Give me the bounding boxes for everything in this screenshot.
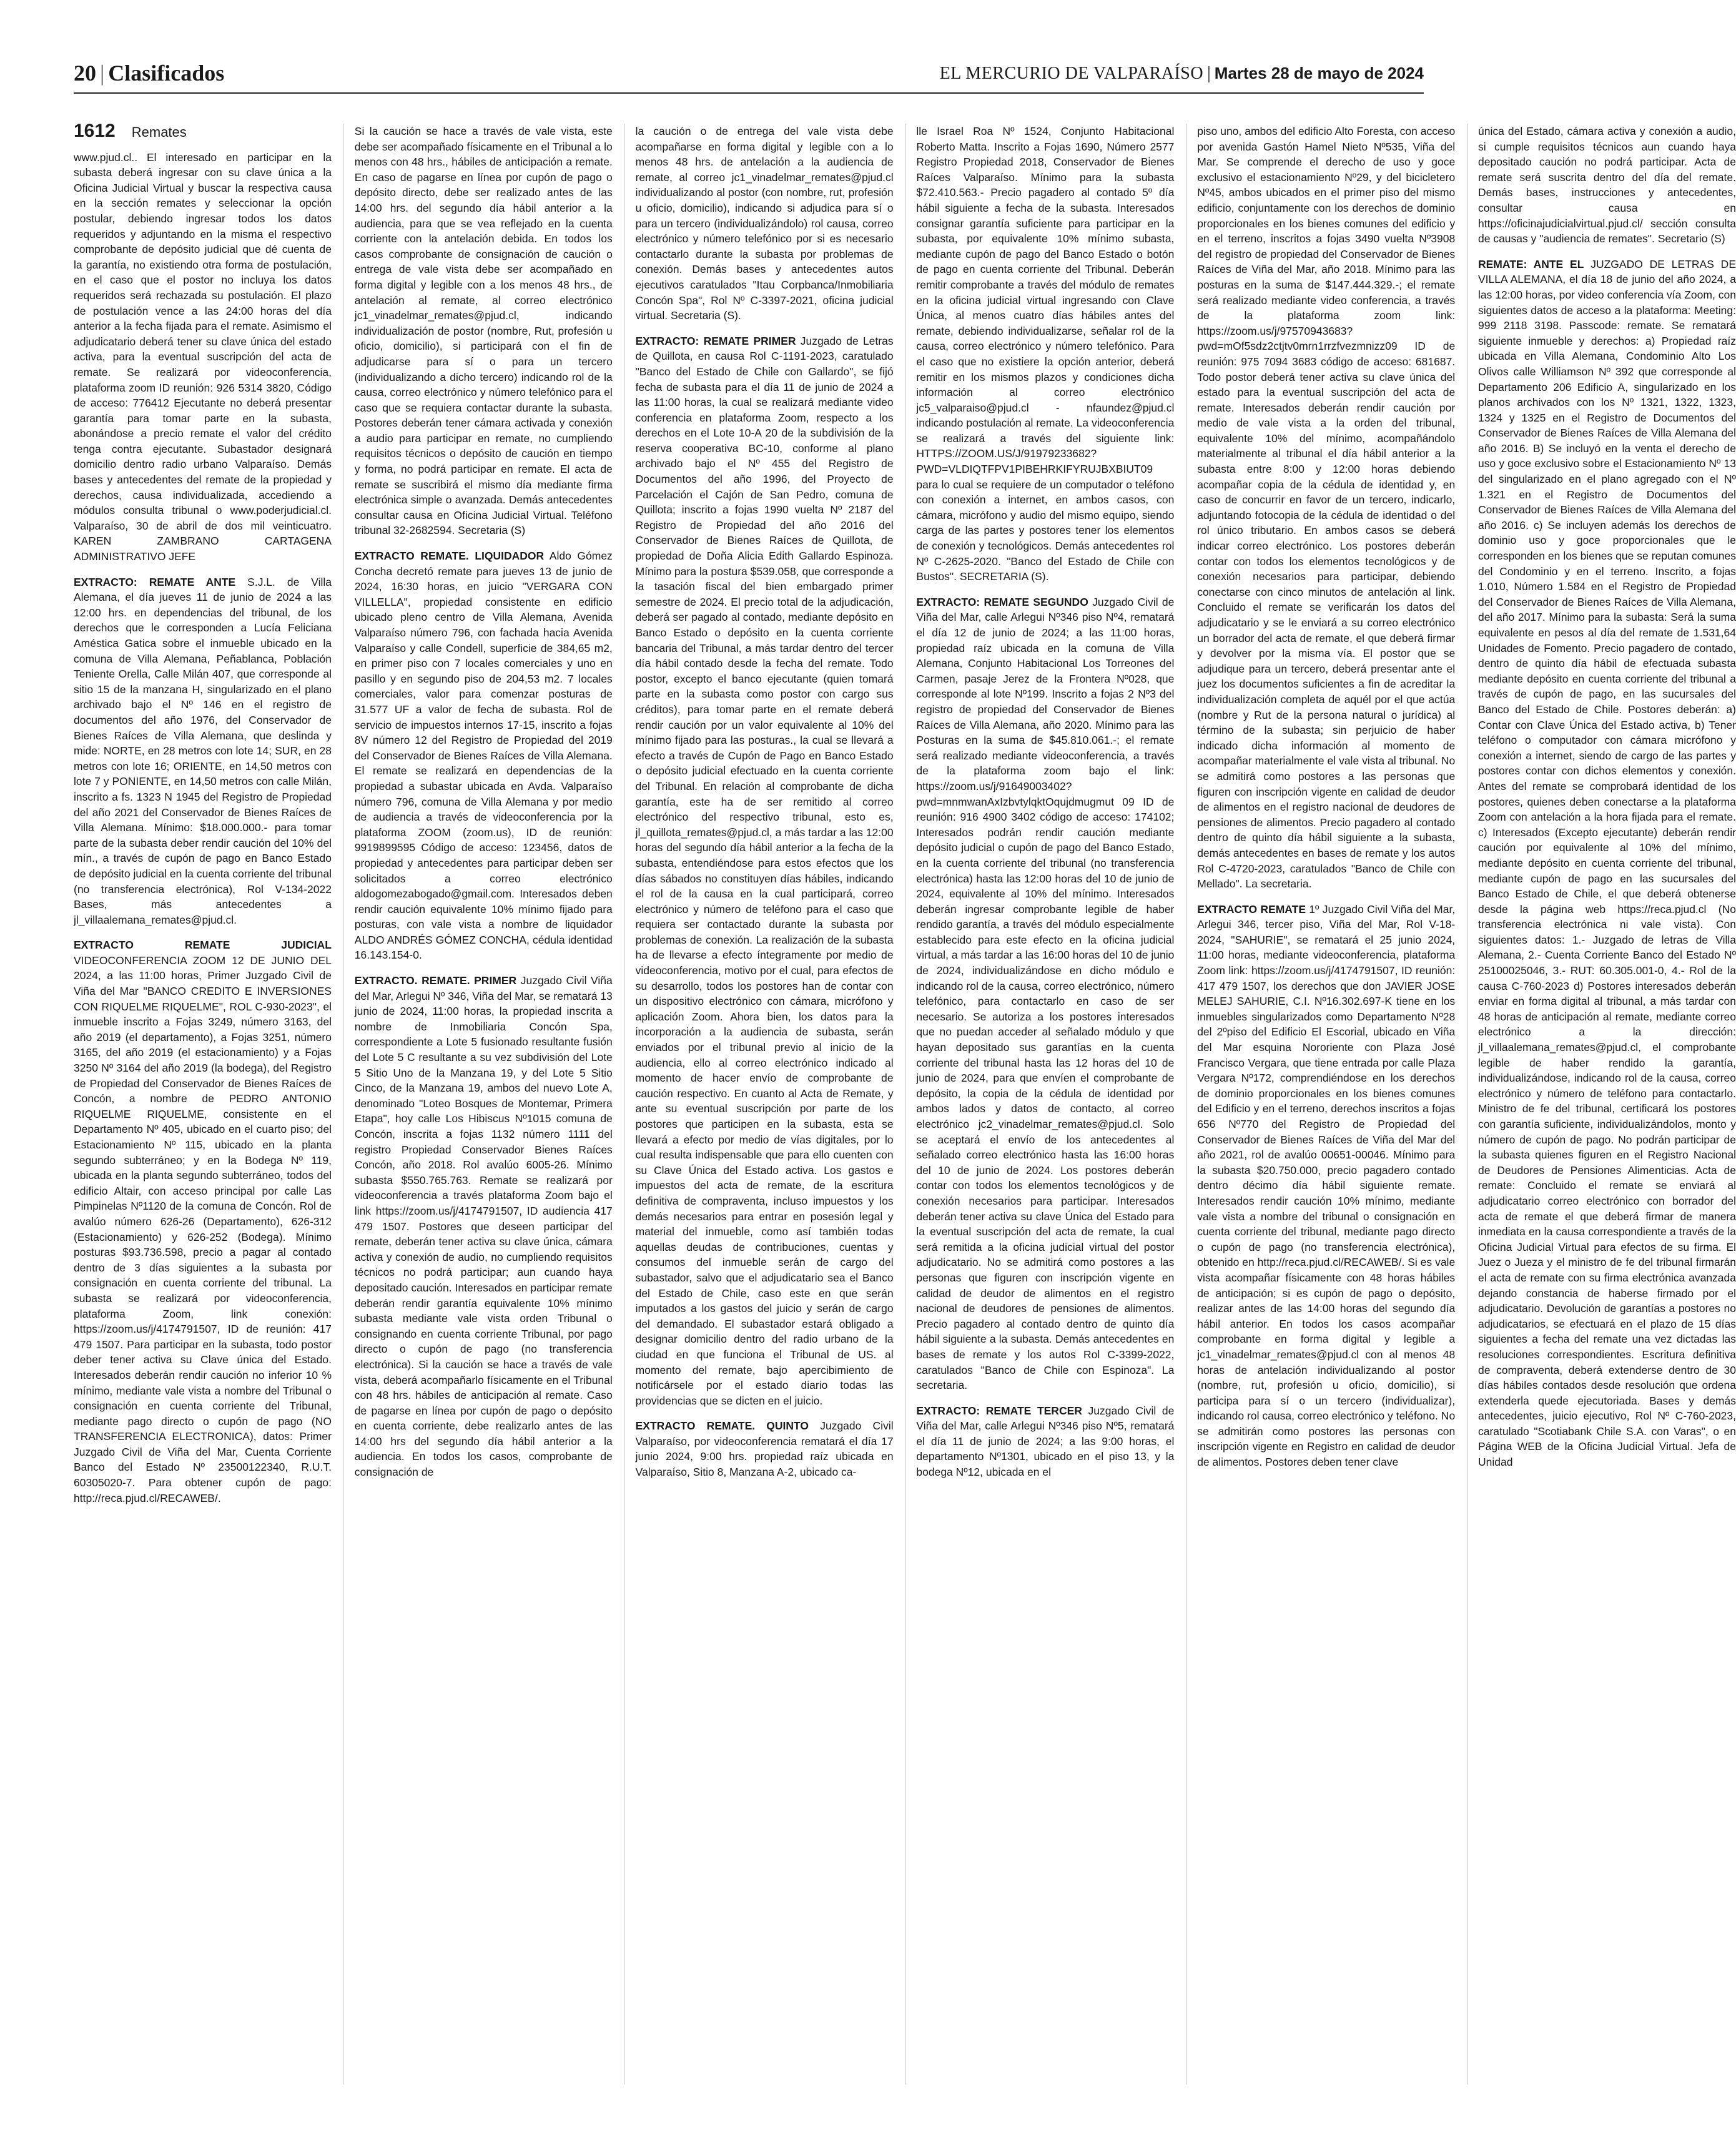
notice: [636, 124, 894, 323]
column-6: [1478, 124, 1736, 2085]
notice: [916, 124, 1174, 585]
notice: [74, 937, 332, 1506]
notice: [1197, 902, 1455, 1470]
notice-body: S.J.L. de Villa Alemana, el día jueves 11 de junio de 2024 a las 12:00 hrs. en dependencias del tribunal, de los derechos que le corresponden a Lucía Feliciana Améstica Gatica sobre el inmueble ubicado en la comuna de Villa Alemana, Peñablanca, Población Teniente Orella, Calle Milán 407, que corresponde al sitio 15 de la manzana H, singularizado en el plano archivado bajo el Nº 146 en el registro de documentos del año 1976, del Conservador de Bienes Raíces de Villa Alemana, que deslinda y mide: NORTE, en 28 metros con lote 14; SUR, en 28 metros con lote 16; ORIENTE, en 14,50 metros con lote 7 y PONIENTE, en 14,50 metros con calle Milán, inscrito a fs. 1323 N 1945 del Registro de Propiedad del año 2021 del Conservador de Bienes Raíces de Villa Alemana. Mínimo: $18.000.000.- para tomar parte de la subasta deber rendir caución del 10% del mín., a través de cupón de pago en Banco Estado de depósito judicial en la cuenta corriente del tribunal (no transferencia electrónica), Rol V-134-2022 Bases, más antecedentes a jl_villaalemana_remates@pjud.cl.: [74, 575, 332, 926]
newspaper-name: EL MERCURIO DE VALPARAÍSO: [939, 64, 1204, 83]
notice-title: EXTRACTO: REMATE SEGUNDO: [916, 595, 1088, 608]
column-1: [74, 121, 332, 2085]
notice-body: Juzgado Civil Viña del Mar, Arlegui Nº 346, Viña del Mar, se rematará 13 junio de 2024, 11:00 horas, la propiedad inscrita a nombre de Inmobiliaria Concón Spa, correspondiente a Lote 5 fusionado resultante fusión del Lote 5 C resultante a su vez subdivisión del Lote 5 Sitio Uno de la Manzana 19, y del Lote 5 Sitio Cinco, de la Manzana 19, ambos del nuevo Lote A, denominado "Loteo Bosques de Montemar, Primera Etapa", hoy calle Los Hibiscus Nº1015 comuna de Concón, inscrita a fojas 1132 número 1111 del registro Propiedad Conservador Bienes Raíces Concón, año 2018. Rol avalúo 6005-26. Mínimo subasta $550.765.763. Remate se realizará por videoconferencia a través plataforma Zoom bajo el link https://zoom.us/j/4174791507, ID audiencia 417 479 1507. Postores que deseen participar del remate, deberán tener activa su clave única, cámara activa y conexión de audio, no cumpliendo requisitos técnicos no podrá participar; aun cuando haya depositado caución. Interesados en participar remate deberán rendir garantía equivalente 10% mínimo subasta mediante vale vista orden Tribunal o consignando en cuenta corriente Tribunal, por pago directo o cupón de pago (no transferencia electrónica). Si la caución se hace a través de vale vista, deberá acompañarlo físicamente en el Tribunal con 48 hrs. hábiles de anticipación al remate. Caso de pagarse en línea por cupón de pago o depósito en cuenta corriente, debe realizarlo antes de las 14:00 hrs del segundo día hábil anterior a la audiencia. En todos los casos, comprobante de consignación de: [354, 974, 613, 1479]
notice-body: JUZGADO DE LETRAS DE VILLA ALEMANA, el día 18 de junio del año 2024, a las 12:00 horas, por video conferencia vía Zoom, con siguientes datos de acceso a la plataforma: Meeting: 999 2118 3198. Passcode: remate. Se rematará siguiente inmueble y derechos: a) Propiedad raíz ubicada en Villa Alemana, Condominio Alto Los Olivos calle Williamson Nº 392 que corresponde al Departamento 206 Edificio A, singularizado en los planos archivados con los Nº 1321, 1322, 1323, 1324 y 1325 en el Registro de Documentos del Conservador de Bienes Raíces de Villa Alemana del año 2016. B) Se incluyó en la venta el derecho de uso y goce exclusivo sobre el Estacionamiento Nº 13 del singularizado en el plano agregado con el Nº 1.321 en el Registro de Documentos del Conservador de Bienes Raíces de Villa Alemana del año 2016. c) Se incluyen además los derechos de dominio uso y goce proporcionales que le corresponden en los bienes que se reputan comunes del Condominio y en el terreno. Inscrito, a fojas 1.010, Número 1.584 en el Registro de Propiedad del Conservador de Bienes Raíces de Villa Alemana, del año 2017. Mínimo para la subasta: Será la suma equivalente en pesos al día del remate de 1.531,64 Unidades de Fomento. Precio pagadero de contado, dentro de quinto día hábil de efectuada subasta mediante depósito en cuenta corriente del tribunal a través de cupón de pago, en las sucursales del Banco del Estado de Chile. Postores deberán: a) Contar con Clave Única del Estado activa, b) Tener teléfono o computador con cámara micrófono y conexión a internet, siendo de cargo de las partes y postores contar con dichos elementos y conexión. Antes del remate se comprobará identidad de los postores, quienes deben conectarse a la plataforma Zoom con antelación a la hora fijada para el remate. c) Interesados (Excepto ejecutante) deberán rendir caución por equivalente al 10% del mínimo, mediante depósito en cuenta corriente del tribunal, mediante cupón de pago en las sucursales del Banco Estado de Chile, el que deberá obtenerse desde la página web https://reca.pjud.cl (No transferencia electrónica ni vale vista). Con siguientes datos: 1.- Juzgado de letras de Villa Alemana, 2.- Cuenta Corriente Banco del Estado Nº 25100025046, 3.- RUT: 60.305.001-0, 4.- Rol de la causa C-760-2023 d) Postores interesados deberán enviar en forma digital al tribunal, a más tardar con 48 horas de anticipación al remate, mediante correo electrónico a la dirección: jl_villaalemana_remates@pjud.cl, el comprobante legible de haber rendido la garantía, individualizándose, indicando rol de la causa, correo electrónico y número de teléfono para contactarlo. Ministro de fe del tribunal, certificará los postores con garantía suficiente, individualizándolos, monto y número de cupón de pago. No podrán participar de la subasta quienes figuren en el Registro Nacional de Deudores de Pensiones Alimenticias. Acta de remate: Concluido el remate se enviará al adjudicatario correo electrónico con borrador del acta de remate el que deberá firmar de manera inmediata en la causa correspondiente a través de la Oficina Judicial Virtual para efectos de su firma. El Juez o Jueza y el ministro de fe del tribunal firmarán el acta de remate con su firma electrónica avanzada dejando constancia de haberse firmado por el adjudicatario. Devolución de garantías a postores no adjudicatarios, se efectuará en el plazo de 15 días siguientes a fecha del remate una vez dictadas las resoluciones correspondientes. Escritura definitiva de compraventa, deberá extenderse dentro de 30 días hábiles contados desde resolución que ordena extenderla quede ejecutoriada. Bases y demás antecedentes, juicio ejecutivo, Rol Nº C-760-2023, caratulado "Scotiabank Chile S.A. con Varas", o en Página WEB de la Oficina Judicial Virtual. Jefa de Unidad: [1478, 257, 1736, 1469]
column-3: [636, 124, 894, 2085]
notice-body: www.pjud.cl.. El interesado en participar en la subasta deberá ingresar con su clave única a la Oficina Judicial Virtual y buscar la respectiva causa en la sección remates y seleccionar la opción postular, debiendo ingresar todos los datos requeridos y adjuntando en la misma el respectivo comprobante de depósito judicial que dé cuenta de la garantía, no existiendo otra forma de postulación, en el caso que el postor no incluya los datos requeridos será rechazada su postulación. El plazo de postulación vence a las 24:00 horas del día anterior a la fecha fijada para el remate. Asimismo el adjudicatario deberá tener su clave única del estado activa, para la eventual suscripción del acta de remate. Se realizará por videoconferencia, plataforma zoom ID reunión: 926 5314 3820, Código de acceso: 776412 Ejecutante no deberá presentar garantía para tomar parte en la subasta, abonándose a precio remate el valor del crédito tenga contra ejecutante. Subastador designará domicilio dentro radio urbano Valparaíso. Demás bases y antecedentes del remate de la propiedad y derechos, causa individualizada, accediendo a módulos consulta tribunal o www.poderjudicial.cl. Valparaíso, 30 de abril de dos mil veinticuatro. KAREN ZAMBRANO CARTAGENA ADMINISTRATIVO JEFE: [74, 151, 332, 563]
notice-body: Juzgado de Letras de Quillota, en causa Rol C-1191-2023, caratulado "Banco del Estado de Chile con Gallardo", se fijó fecha de subasta para el día 11 de junio de 2024 a las 11:00 horas, la cual se realizará mediante video conferencia en plataforma Zoom, respecto a los derechos en el Lote 10-A 20 de la subdivisión de la reserva cooperativa BC-10, conforme al plano archivado bajo el Nº 455 del Registro de Documentos del año 1996, del Proyecto de Parcelación el Cajón de San Pedro, comuna de Quillota; inscrito a fojas 1990 vuelta Nº 2187 del Registro de Propiedad del año 2016 del Conservador de Bienes Raíces de Quillota, de propiedad de Doña Alicia Edith Gallardo Espinoza. Mínimo para la postura $539.058, que corresponde a la tasación fiscal del bien embargado primer semestre de 2024. El precio total de la adjudicación, deberá ser pagado al contado, mediante depósito en Banco Estado o depósito en la cuenta corriente bancaria del Tribunal, a más tardar dentro del tercer día hábil contado desde la fecha del remate. Todo postor, excepto el banco ejecutante (quien tomará parte en la subasta como postor con cargo sus créditos), para tomar parte en el remate deberá rendir caución por un valor equivalente al 10% del mínimo fijado para las posturas., la cual se llevará a efecto a través de Cupón de Pago en Banco Estado o depósito judicial efectuado en la cuenta corriente del Tribunal. En relación al comprobante de dicha garantía, este ha de ser remitido al correo electrónico del respectivo tribunal, esto es, jl_quillota_remates@pjud.cl, a más tardar a las 12:00 horas del segundo día hábil anterior a la fecha de la subasta, entendiéndose para estos efectos que los días sábados no constituyen días hábiles, indicando el rol de la causa en la cual participará, correo electrónico y número de teléfono para el caso que requiera ser contactado durante la subasta por problemas de conexión. La realización de la subasta ha de llevarse a efecto íntegramente por medio de videoconferencia, motivo por el cual, para efectos de su desarrollo, todos los postores han de contar con un dispositivo electrónico con cámara, micrófono y aplicación Zoom. Ahora bien, los datos para la incorporación a la audiencia de subasta, serán enviados por el tribunal previo al inicio de la audiencia, ello al correo electrónico indicado al momento de hacer envío de comprobante de caución respectivo. En cuanto al Acta de Remate, y ante su eventual suscripción por parte de los postores que participen en la subasta, esta se llevará a efecto por medio de vías digitales, por lo cual resulta indispensable que para ello cuenten con su Clave Única del Estado activa. Los gastos e impuestos del acta de remate, de la escritura definitiva de compraventa, incluso impuestos y los demás necesarios para entrar en posesión legal y material del inmueble, como así también todas aquellas deudas de contribuciones, cuentas y consumos del inmueble serán de cargo del subastador, salvo que el adjudicatario sea el Banco del Estado de Chile, caso este en que serán imputados a los gastos del juicio y serán de cargo del demandado. El subastador estará obligado a designar domicilio dentro del radio urbano de la ciudad en que funciona el Tribunal de US. al momento del remate, bajo apercibimiento de notificársele por el estado diario todas las providencias que se dicten en el juicio.: [635, 334, 894, 1407]
notice: [1478, 124, 1736, 247]
notice: [355, 973, 613, 1480]
notice: [355, 548, 613, 963]
notice: [916, 1403, 1174, 1480]
notice-title: EXTRACTO: REMATE ANTE: [74, 575, 236, 588]
notice: [636, 333, 894, 1409]
notice-body: la caución o de entrega del vale vista debe acompañarse en forma digital y legible con a lo menos 48 hrs. de antelación a la audiencia de remate, al correo jc1_vinadelmar_remates@pjud.cl individualizando al postor (con nombre, rut, profesión u oficio, domicilio), indicando si adjudica para sí o para un tercero (individualizándolo) rol causa, correo electrónico y número telefónico por si es necesario contactarlo durante la subasta por problemas de conexión. Demás bases y antecedentes autos ejecutivos caratulados "Itau Corpbanca/Inmobiliaria Concón Spa", Rol Nº C-3397-2021, oficina judicial virtual. Secretaria (S).: [635, 125, 894, 322]
notice-title: EXTRACTO REMATE. QUINTO: [635, 1419, 809, 1433]
classifieds-columns: [74, 121, 1736, 2085]
notice-body: lle Israel Roa Nº 1524, Conjunto Habitacional Roberto Matta. Inscrito a Fojas 1690, Número 2577 Registro Propiedad 2018, Conservador de Bienes Raíces Valparaíso. Mínimo para la subasta $72.410.563.- Precio pagadero al contado 5º día hábil siguiente a fecha de la subasta. Interesados consignar garantía suficiente para participar en la subasta, por equivalente 10% mínimo subasta, mediante cupón de pago del Banco Estado o botón de pago en cuenta corriente del Tribunal. Deberán remitir comprobante a través del módulo de remates en la oficina judicial virtual ingresando con Clave Única, al menos cuatro días hábiles antes del remate, debiendo individualizarse, señalar rol de la causa, correo electrónico y número telefónico. Para el caso que no existiere la opción anterior, deberá remitir en los mismos plazos y condiciones dicha información al correo electrónico jc5_valparaiso@pjud.cl - nfaundez@pjud.cl indicando postulación al remate. La videoconferencia se realizará a través del siguiente link: HTTPS://ZOOM.US/J/91979233682?PWD=VLDIQTFPV1PIBEHRKIFYRUJBXBIUT09 para lo cual se requiere de un computador o teléfono con conexión a internet, en ambos casos, con cámara, micrófono y audio del mismo equipo, siendo carga de las partes y postores tener los elementos de conexión y tecnológicos. Demás antecedentes rol Nº C-2625-2020. "Banco del Estado de Chile con Bustos". SECRETARIA (S).: [916, 125, 1175, 583]
notice-body: Aldo Gómez Concha decretó remate para jueves 13 de junio de 2024, 16:30 horas, en juicio "VERGARA CON VILLELLA", propiedad consistente en edificio ubicado pleno centro de Villa Alemana, Avenida Valparaíso número 796, con fachada hacia Avenida Valparaíso y calle Condell, superficie de 384,65 m2, en primer piso con 7 locales comerciales y uno en pasillo y en segundo piso de 204,53 m2. 7 locales comerciales, valor para comenzar posturas de 31.577 UF a valor de fecha de subasta. Rol de servicio de impuestos internos 17-15, inscrito a fojas 8V número 12 del Registro de Propiedad del 2019 del Conservador de Bienes Raíces de Villa Alemana. El remate se realizará en dependencias de la propiedad a subastar ubicada en Avda. Valparaíso número 796, comuna de Villa Alemana y por medio de audiencia a través de videoconferencia por la plataforma ZOOM (zoom.us), ID de reunión: 9919899595 Código de acceso: 123456, datos de propiedad y antecedentes para participar deben ser solicitados a correo electrónico aldogomezabogado@gmail.com. Interesados deben rendir caución equivalente 10% mínimo fijado para posturas, con vale vista a nombre de liquidador ALDO ANDRÉS GÓMEZ CONCHA, cédula identidad 16.143.154-0.: [354, 550, 613, 962]
page-header-left: 20 | Clasificados: [74, 61, 225, 86]
notice-body: Juzgado Civil de Viña del Mar, calle Arlegui Nº346 piso Nº4, rematará el día 12 de junio de 2024; a las 11:00 horas, propiedad raíz ubicada en la comuna de Villa Alemana, Conjunto Habitacional Los Torreones del Carmen, pasaje Jerez de la Frontera Nº028, que corresponde al lote Nº199. Inscrito a fojas 2 Nº3 del registro de propiedad del Conservador de Bienes Raíces de Villa Alemana, año 2020. Mínimo para las Posturas en la suma de $45.810.061.-; el remate será realizado mediante videoconferencia, a través de la plataforma zoom bajo el link: https://zoom.us/j/91649003402?pwd=mnmwanAxIzbvtylqktOqujdmugmut 09 ID de reunión: 916 4900 3402 código de acceso: 174102; Interesados podrán rendir caución mediante depósito judicial o cupón de pago del Banco Estado, en la cuenta corriente del tribunal (no transferencia electrónica) hasta las 12:00 horas del 10 de junio de 2024, equivalente al 10% del mínimo. Interesados deberán ingresar comprobante legible de haber rendido garantía, a través del módulo especialmente establecido para este efecto en la oficina judicial virtual, a más tardar a las 16:00 horas del 10 de junio de 2024, individualizándose en dicho módulo e indicando rol de la causa, correo electrónico, número telefónico, para contactarlo en caso de ser necesario. Se autoriza a los postores interesados que no puedan acceder al señalado módulo y que hayan depositado sus garantías en la cuenta corriente del tribunal hasta las 12 horas del 10 de junio de 2024, para que envíen el comprobante de depósito, la copia de la cédula de identidad por ambos lados y datos de contacto, al correo electrónico jc2_vinadelmar_remates@pjud.cl. Solo se aceptará el envío de los antecedentes al señalado correo electrónico hasta las 16:00 horas del 10 de junio de 2024. Los postores deberán contar con todos los elementos tecnológicos y de conexión necesarios para participar. Interesados deberán tener activa su clave Única del Estado para la eventual suscripción del acta de remate, la cual será remitida a la oficina judicial virtual del postor adjudicatario. No se admitirá como postores a las personas que figuren con inscripción vigente en calidad de deudor de alimentos en el registro nacional de deudores de pensiones de alimentos. Precio pagadero al contado dentro de quinto día hábil siguiente a la subasta. Demás antecedentes en bases de remate y los autos Rol C-3399-2022, caratulados "Banco de Chile con Espinoza". La secretaria.: [916, 595, 1175, 1392]
notice: [355, 124, 613, 538]
section-code: 1612: [74, 121, 116, 141]
section-label: Remates: [131, 124, 187, 140]
notice: [1197, 124, 1455, 892]
page-header: [74, 60, 1424, 91]
notice-body: Juzgado Civil Valparaíso, por videoconferencia rematará el día 17 junio 2024, 9:00 hrs. propiedad raíz ubicada en Valparaíso, Sitio 8, Manzana A-2, ubicado ca-: [635, 1419, 894, 1479]
notice-body: 1º Juzgado Civil Viña del Mar, Arlegui 346, tercer piso, Viña del Mar, Rol V-18-2024, "SAHURIE", se rematará el 25 junio 2024, 11:00 horas, mediante videoconferencia, plataforma Zoom link: https://zoom.us/j/4174791507, ID reunión: 417 479 1507, los derechos que don JAVIER JOSE MELEJ SAHURIE, C.I. Nº16.302.697-K tiene en los inmuebles singularizados como Departamento Nº28 del 2ºpiso del Edificio El Escorial, ubicado en Viña del Mar esquina Nororiente con Plaza José Francisco Vergara, que tiene entrada por calle Plaza Vergara Nº172, comprendiéndose en los derechos de dominio proporcionales en los bienes comunes del Edificio y en el terreno, derechos inscritos a fojas 656 Nº770 del Registro de Propiedad del Conservador de Bienes Raíces de Viña del Mar del año 2021, rol de avalúo 00651-00046. Mínimo para la subasta $20.750.000, precio pagadero contado dentro décimo día hábil siguiente remate. Interesados rendir caución 10% mínimo, mediante vale vista a nombre del tribunal o consignación en cuenta corriente del tribunal, mediante pago directo o cupón de pago (no transferencia electrónica), obtenido en http://reca.pjud.cl/RECAWEB/. Si es vale vista acompañar físicamente con 48 horas hábiles de anticipación; si es cupón de pago o depósito, realizar antes de las 14:00 horas del segundo día hábil anterior. En todos los casos acompañar comprobante en forma digital y legible a jc1_vinadelmar_remates@pjud.cl con al menos 48 horas de antelación individualizando al postor (nombre, rut, profesión u oficio, domicilio), si participa para sí o un tercero (individualizar), indicando rol causa, correo electrónico y teléfono. No se admitirán como postores las personas con inscripción vigente en Registro en calidad de deudor de alimentos. Postores deben tener clave: [1197, 902, 1456, 1469]
issue-date: Martes 28 de mayo de 2024: [1214, 64, 1424, 82]
notice-body: Juzgado Civil de Viña del Mar, calle Arlegui Nº346 piso Nº5, rematará el día 11 de junio de 2024; a las 9:00 horas, el departamento Nº1301, ubicado en el piso 13, y la bodega Nº12, ubicada en el: [916, 1404, 1175, 1479]
notice-body: VIDEOCONFERENCIA ZOOM 12 DE JUNIO DEL 2024, a las 11:00 horas, Primer Juzgado Civil de Viña del Mar "BANCO CREDITO E INVERSIONES CON RIQUELME RIQUELME", ROL C-930-2023", el inmueble inscrito a Fojas 3249, número 3163, del año 2019 (el departamento), a Fojas 3251, número 3165, del año 2019 (el estacionamiento) y a Fojas 3250 Nº 3164 del año 2019 (la bodega), del Registro de Propiedad del Conservador de Bienes Raíces de Concón, a nombre de PEDRO ANTONIO RIQUELME RIQUELME, consistente en el Departamento Nº 405, ubicado en el cuarto piso; del Estacionamiento Nº 115, ubicado en la planta segundo subterráneo; y en la Bodega Nº 119, ubicada en la planta segundo subterráneo, todos del edificio Altair, con acceso principal por calle Las Pimpinelas Nº1120 de la comuna de Concón. Rol de avalúo número 626-26 (Departamento), 626-312 (Estacionamiento) y 626-252 (Bodega). Mínimo posturas $93.736.598, precio a pagar al contado dentro de 3 días siguientes a la subasta por consignación en cuenta corriente del tribunal. La subasta se realizará por videoconferencia, plataforma Zoom, link conexión: https://zoom.us/j/4174791507, ID de reunión: 417 479 1507. Para participar en la subasta, todo postor deber tener activa su Clave única del Estado. Interesados deberán rendir caución no inferior 10 % mínimo, mediante vale vista a nombre del Tribunal o consignación en cuenta corriente del Tribunal, mediante pago directo o cupón de pago (NO TRANSFERENCIA ELECTRONICA), datos: Primer Juzgado Civil de Viña del Mar, Cuenta Corriente Banco del Estado Nº 23500122340, R.U.T. 60305020-7. Para obtener cupón de pago: http://reca.pjud.cl/RECAWEB/.: [74, 954, 332, 1504]
section-heading: [74, 121, 332, 141]
page-number: 20: [74, 61, 96, 86]
notice-title: EXTRACTO. REMATE. PRIMER: [354, 974, 517, 987]
header-rule: [74, 92, 1424, 94]
column-4: [916, 124, 1174, 2085]
column-2: [355, 124, 613, 2085]
notice: [636, 1418, 894, 1479]
notice: [1478, 257, 1736, 1470]
notice: [74, 150, 332, 565]
notice-body: Si la caución se hace a través de vale vista, este debe ser acompañado físicamente en el Tribunal a lo menos con 48 hrs., hábiles de anticipación a remate. En caso de pagarse en línea por cupón de pago o depósito directo, debe ser realizado antes de las 14:00 hrs. del segundo día hábil anterior a la audiencia, para que se vea reflejado en la cuenta corriente con la antelación debida. En todos los casos comprobante de consignación de caución o entrega de vale vista debe ser acompañado en forma digital y legible con a los menos 48 hrs., de antelación al remate, al correo electrónico jc1_vinadelmar_remates@pjud.cl, indicando individualización de postor (nombre, Rut, profesión u oficio, domicilio), si participará con el fin de adjudicarse para sí o para un tercero (individualizando a dicho tercero) indicando rol de la causa, correo electrónico y número telefónico para el caso que se requiera contactar durante la subasta. Postores deberán tener cámara activada y conexión a audio para participar en remate, no cumpliendo requisitos técnicos o depósito de caución en tiempo y forma, no podrá participar en remate. El acta de remate se suscribirá el mismo día mediante firma electrónica simple o avanzada. Demás antecedentes consultar causa en Oficina Judicial Virtual. Teléfono tribunal 32-2682594. Secretaria (S): [354, 125, 613, 537]
notice-body: piso uno, ambos del edificio Alto Foresta, con acceso por avenida Gastón Hamel Nieto Nº535, Viña del Mar. Se comprende el derecho de uso y goce exclusivo el estacionamiento Nº29, y del bicicletero Nº45, ambos ubicados en el primer piso del mismo edificio, conjuntamente con los derechos de dominio proporcionales en los bienes comunes del edificio y en el terreno, inscritos a fojas 3490 vuelta Nº3908 del registro de propiedad del Conservador de Bienes Raíces de Viña del Mar, año 2018. Mínimo para las posturas en la suma de $147.444.329.-; el remate será realizado mediante video conferencia, a través de la plataforma zoom link: https://zoom.us/j/97570943683?pwd=mOf5sdz2ctjtv0mrn1rrzfvezmnizz09 ID de reunión: 975 7094 3683 código de acceso: 681687. Todo postor deberá tener activa su clave única del estado para la eventual suscripción del acta de remate. Interesados deberán rendir caución por medio de vale vista a la orden del tribunal, equivalente 10% del mínimo, acompañándolo materialmente al tribunal el día hábil anterior a la subasta entre 8:00 y 12:00 horas debiendo acompañar copia de la cédula de identidad y, en caso de concurrir en favor de un tercero, indicarlo, adjuntando fotocopia de la cédula de identidad o del rol único tributario. En ambos casos se deberá indicar correo electrónico. Los postores deberán contar con todos los elementos tecnológicos y de conexión necesarios para participar, debiendo conectarse con cinco minutos de antelación al link. Concluido el remate se verificarán los datos del adjudicatario y se le enviará a su correo electrónico un borrador del acta de remate, el que deberá firmar y devolver por la misma vía. El postor que se adjudique para un tercero, deberá presentar ante el juez los documentos suficientes a fin de acreditar la individualización completa de aquél por el que actúa (nombre y Rut de la persona natural o jurídica) al término de la subasta; sin perjuicio de haber indicado dicha información al momento de acompañar materialmente el vale vista al tribunal. No se admitirá como postores a las personas que figuren con inscripción vigente en calidad de deudor de alimentos en el registro nacional de deudores de pensiones de alimentos. Precio pagadero al contado dentro de quinto día hábil siguiente a la subasta, demás antecedentes en bases de remate y los autos Rol C-4720-2023, caratulados "Banco de Chile con Mellado". La secretaria.: [1197, 125, 1456, 891]
notice-title: REMATE: ANTE EL: [1478, 257, 1584, 270]
page-header-right: EL MERCURIO DE VALPARAÍSO | Martes 28 de mayo de 2024: [939, 64, 1424, 83]
notice-title: EXTRACTO: REMATE TERCER: [916, 1404, 1082, 1417]
notice-title: EXTRACTO REMATE JUDICIAL: [74, 939, 332, 952]
notice-title: EXTRACTO: REMATE PRIMER: [635, 334, 796, 347]
notice-body: única del Estado, cámara activa y conexión a audio, si cumple requisitos técnicos aun cuando haya depositado caución no podrá participar. Acta de remate será suscrita dentro del día del remate. Demás bases, instrucciones y antecedentes, consultar causa en https://oficinajudicialvirtual.pjud.cl/ sección consulta de causas y "audiencia de remates". Secretario (S): [1478, 125, 1736, 245]
section-name: Clasificados: [108, 61, 225, 86]
column-5: [1197, 124, 1455, 2085]
notice-title: EXTRACTO REMATE. LIQUIDADOR: [354, 550, 545, 563]
notice: [916, 595, 1174, 1393]
notice: [74, 575, 332, 928]
notice-title: EXTRACTO REMATE: [1197, 902, 1306, 916]
